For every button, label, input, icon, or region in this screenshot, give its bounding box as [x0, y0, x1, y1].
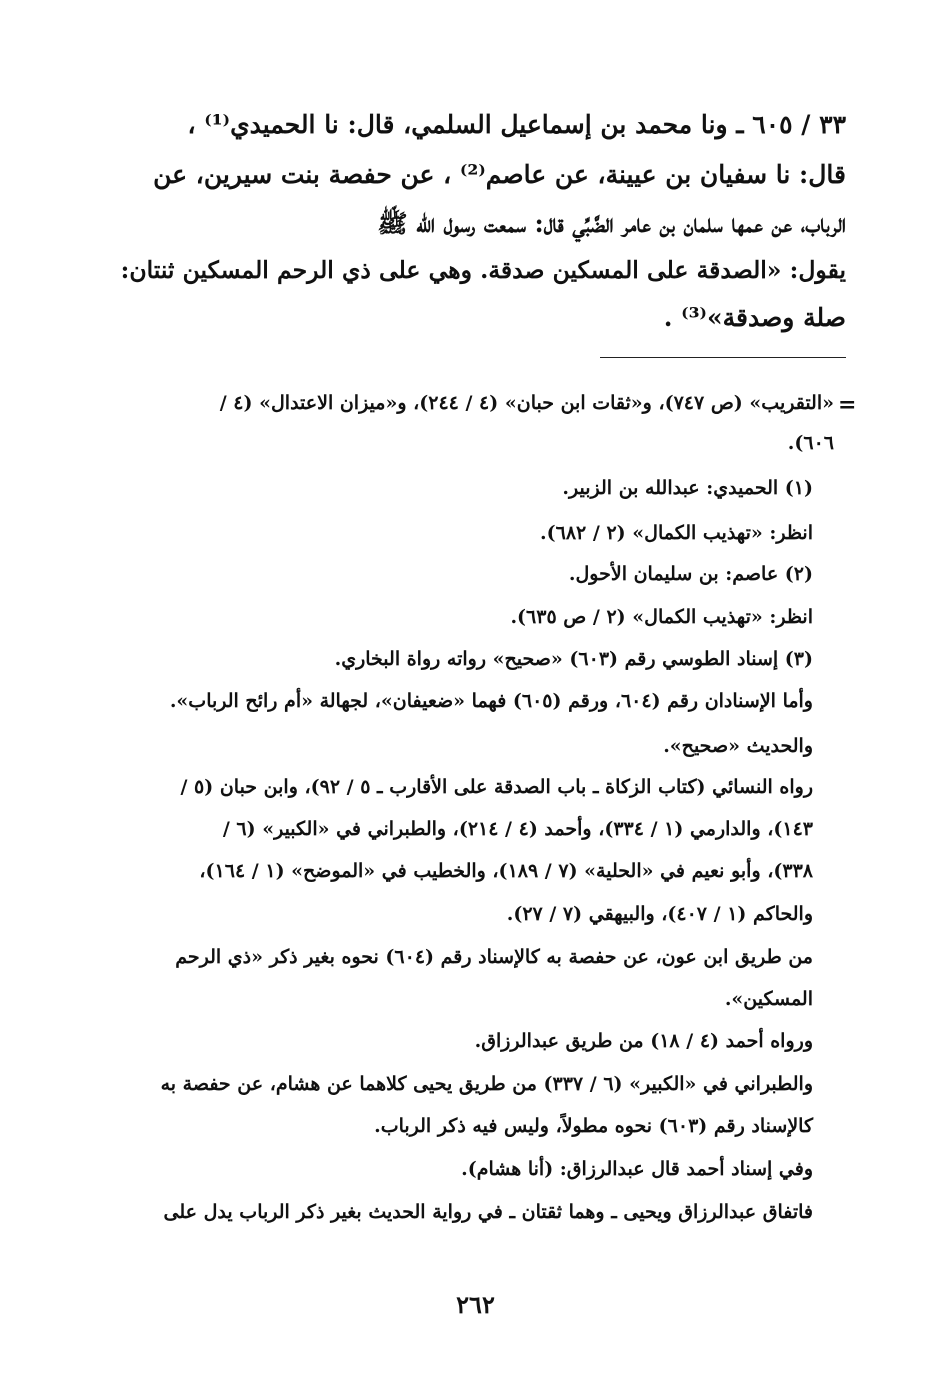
footnote-line: كالإسناد رقم (٦٠٣) نحوه مطولاً، وليس فيه ذكر الرباب.	[374, 1115, 813, 1137]
footnote-1: (١) الحميدي: عبدالله بن الزبير.	[562, 477, 813, 499]
footnote-line: رواه النسائي (كتاب الزكاة ـ باب الصدقة على الأقارب ـ ٥ / ٩٢)، وابن حبان (٥ /	[180, 776, 813, 798]
footnote-line: من طريق ابن عون، عن حفصة به كالإسناد رقم (٦٠٤) نحوه بغير ذكر «ذي الرحم	[175, 946, 813, 968]
page-number: ٢٦٢	[456, 1290, 495, 1319]
hadith-line: صلة وصدقة»⁽³⁾ .	[663, 303, 846, 332]
hadith-line: الرباب، عن عمها سلمان بن عامر الضَّبِّي قال: سمعت رسول الله ﷺ	[377, 209, 846, 238]
footnote-divider	[600, 357, 846, 358]
footnote-line: والطبراني في «الكبير» (٦ / ٣٣٧) من طريق يحيى كلاهما عن هشام، عن حفصة به	[160, 1073, 813, 1095]
hadith-line: يقول: «الصدقة على المسكين صدقة. وهي على ذي الرحم المسكين ثنتان:	[120, 256, 846, 284]
footnote-line: انظر: «تهذيب الكمال» (٢ / ص ٦٣٥).	[510, 606, 813, 628]
continuation-marker: =	[838, 392, 857, 418]
footnote-line: والحاكم (١ / ٤٠٧)، والبيهقي (٧ / ٢٧).	[506, 903, 813, 925]
footnote-line: انظر: «تهذيب الكمال» (٢ / ٦٨٢).	[540, 522, 813, 544]
footnote-continuation-line: «التقريب» (ص ٧٤٧)، و«ثقات ابن حبان» (٤ / ٢٤٤)، و«ميزان الاعتدال» (٤ /	[219, 392, 834, 414]
hadith-line: ٣٣ / ٦٠٥ ـ ونا محمد بن إسماعيل السلمي، قال: نا الحميدي⁽¹⁾ ،	[187, 110, 846, 139]
footnote-line: ١٤٣)، والدارمي (١ / ٣٣٤)، وأحمد (٤ / ٢١٤)، والطبراني في «الكبير» (٦ /	[222, 818, 813, 840]
footnote-line: والحديث «صحيح».	[663, 735, 813, 757]
footnote-continuation-line: ٦٠٦).	[787, 432, 834, 454]
footnote-2: (٢) عاصم: بن سليمان الأحول.	[568, 563, 813, 585]
footnote-3: (٣) إسناد الطوسي رقم (٦٠٣) «صحيح» رواته رواة البخاري.	[334, 648, 813, 670]
footnote-line: وفي إسناد أحمد قال عبدالرزاق: (أنا هشام).	[461, 1158, 813, 1180]
footnote-line: وأما الإسنادان رقم (٦٠٤، ورقم (٦٠٥) فهما «ضعيفان»، لجهالة «أم رائح الرباب».	[169, 690, 813, 712]
footnote-line: ورواه أحمد (٤ / ١٨) من طريق عبدالرزاق.	[474, 1030, 813, 1052]
footnote-line: فاتفاق عبدالرزاق ويحيى ـ وهما ثقتان ـ في رواية الحديث بغير ذكر الرباب يدل على	[163, 1201, 813, 1223]
footnote-line: ٣٣٨)، وأبو نعيم في «الحلية» (٧ / ١٨٩)، والخطيب في «الموضح» (١ / ١٦٤)،	[199, 860, 813, 882]
hadith-line: قال: نا سفيان بن عيينة، عن عاصم⁽²⁾ ، عن حفصة بنت سيرين، عن	[153, 160, 846, 189]
footnote-line: المسكين».	[724, 988, 813, 1010]
